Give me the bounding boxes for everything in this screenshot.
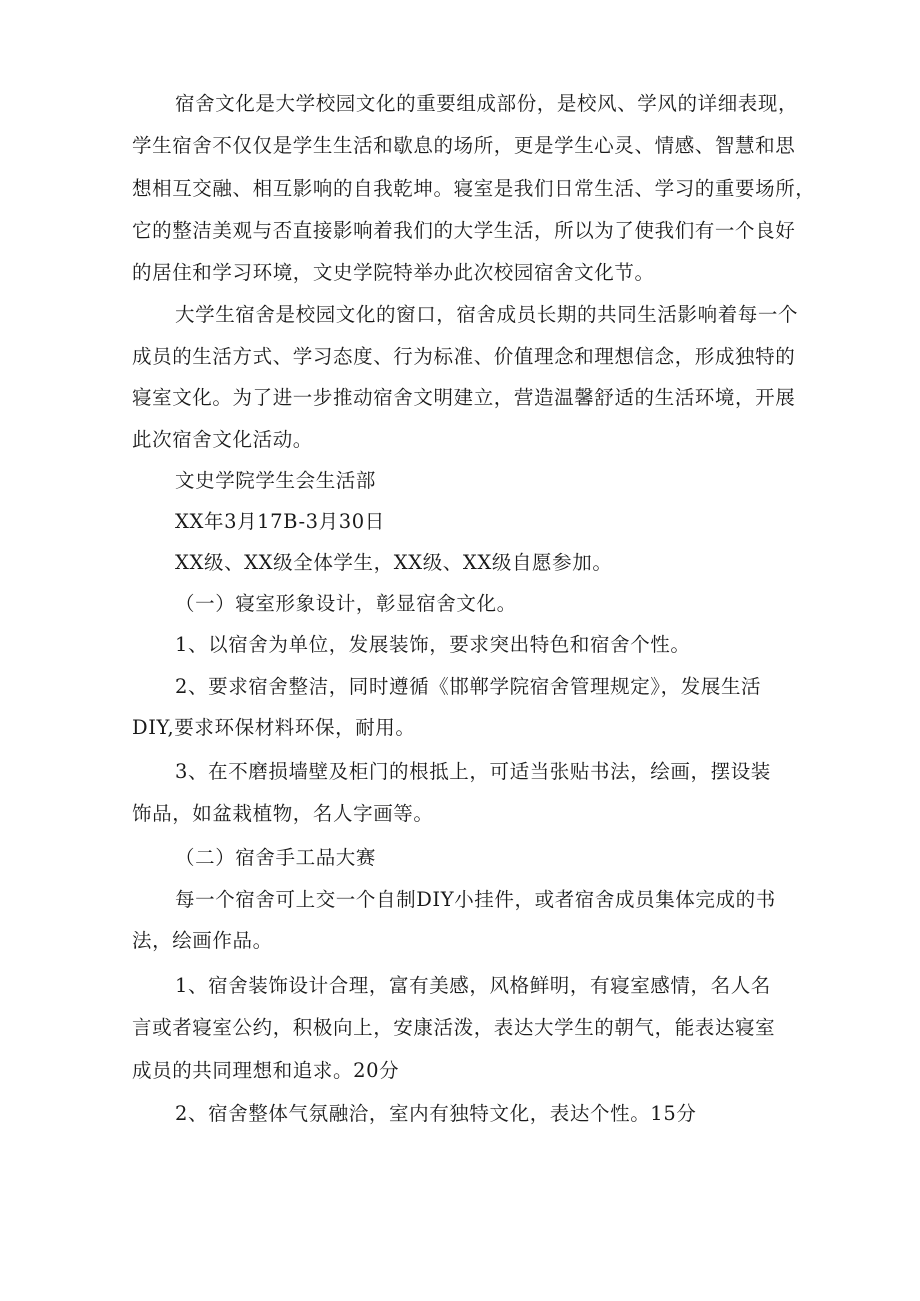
text-line: 言或者寝室公约，积极向上，安康活泼，表达大学生的朝气，能表达寝室 — [132, 1016, 776, 1039]
text-line: 饰品，如盆栽植物，名人字画等。 — [132, 802, 434, 825]
text-line: 法，绘画作品。 — [132, 929, 273, 952]
text-line: 大学生宿舍是校园文化的窗口，宿舍成员长期的共同生活影响着每一个 — [175, 303, 799, 326]
text-line: 寝室文化。为了进一步推动宿舍文明建立，营造温馨舒适的生活环境，开展 — [132, 386, 796, 409]
text-line: 2、要求宿舍整洁，同时遵循《邯郸学院宿舍管理规定》，发展生活 — [175, 675, 762, 698]
text-line: 想相互交融、相互影响的自我乾坤。寝室是我们日常生活、学习的重要场所， — [132, 177, 816, 200]
text-line: 3、在不磨损墙壁及柜门的根抵上，可适当张贴书法，绘画，摆设装 — [175, 760, 771, 783]
text-line: 的居住和学习环境，文史学院特举办此次校园宿舍文化节。 — [132, 261, 655, 284]
text-line: 2、宿舍整体气氛融洽，室内有独特文化，表达个性。15分 — [175, 1102, 697, 1125]
text-line: 1、宿舍装饰设计合理，富有美感，风格鲜明，有寝室感情，名人名 — [175, 974, 771, 997]
text-line: 成员的生活方式、学习态度、行为标准、价值理念和理想信念，形成独特的 — [132, 345, 796, 368]
text-line: 学生宿舍不仅仅是学生生活和歇息的场所，更是学生心灵、情感、智慧和思 — [132, 134, 796, 157]
text-line: 宿舍文化是大学校园文化的重要组成部份，是校风、学风的详细表现， — [175, 92, 799, 115]
text-line: （一）寝室形象设计，彰显宿舍文化。 — [175, 592, 517, 615]
text-line: 成员的共同理想和追求。20分 — [132, 1059, 400, 1082]
text-line: （二）宿舍手工品大赛 — [175, 846, 377, 869]
text-line: 此次宿舍文化活动。 — [132, 428, 313, 451]
text-line: DIY,要求环保材料环保，耐用。 — [132, 716, 416, 739]
text-line: XX级、XX级全体学生，XX级、XX级自愿参加。 — [175, 551, 613, 574]
text-line: 它的整洁美观与否直接影响着我们的大学生活，所以为了使我们有一个良好 — [132, 219, 796, 242]
text-line: XX年3月17B-3月30日 — [175, 510, 385, 533]
text-line: 1、以宿舍为单位，发展装饰，要求突出特色和宿舍个性。 — [175, 633, 691, 656]
text-line: 每一个宿舍可上交一个自制DIY小挂件，或者宿舍成员集体完成的书 — [175, 888, 776, 911]
text-line: 文史学院学生会生活部 — [175, 469, 377, 492]
